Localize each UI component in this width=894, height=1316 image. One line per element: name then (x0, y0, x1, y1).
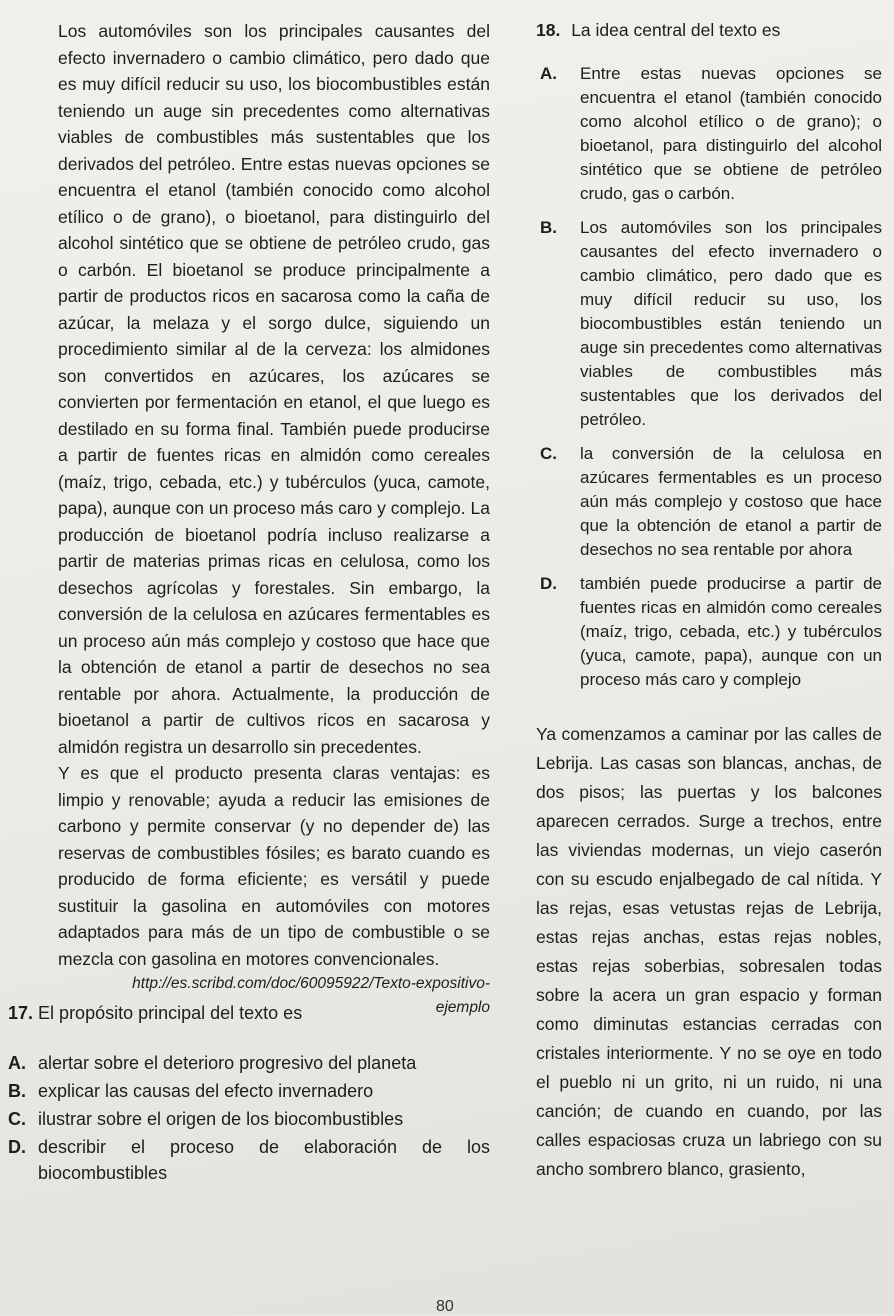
passage-paragraph-2: Y es que el producto presenta claras ventajas: es limpio y renovable; ayuda a reducir las emisiones de carbono y permite conservar (y no depender de) las reservas de combustibles fósiles; es barato cuando es producido de forma eficiente; es versátil y puede sustituir la gasolina en automóviles con motores adaptados para más de un tipo de combustible o se mezcla con gasolina en motores convencionales. (58, 763, 490, 969)
option-letter: B. (540, 218, 557, 237)
option-text: la conversión de la celulosa en azúcares fermentables es un proceso aún más complejo y costoso que hace que la obtención de etanol a partir de desechos no sea rentable por ahora (580, 444, 882, 559)
question-18-stem (536, 18, 882, 42)
question-17 (8, 1000, 490, 1186)
question-17-stem (8, 1000, 490, 1026)
question-18-number: 18. (536, 20, 561, 40)
option-letter: D. (540, 574, 557, 593)
source-citation: http://es.scribd.com/doc/60095922/Texto-expositivo-ejemplo (132, 975, 490, 1016)
passage-2: Ya comenzamos a caminar por las calles de Lebrija. Las casas son blancas, anchas, de dos pisos; las puertas y los balcones aparecen cerrados. Surge a trechos, entre las viviendas modernas, un viejo caserón con su escudo enjalbegado de cal nítida. Y las rejas, esas vetustas rejas de Lebrija, estas rejas anchas, estas rejas nobles, estas rejas soberbias, sobresalen todas sobre la acera un gran espacio y forman como diminutas estancias cerradas con cristales interiormente. Y no se oye en todo el pueblo ni un grito, ni un ruido, ni una canción; de cuando en cuando, por las calles espaciosas cruza un labriego con su ancho sombrero blanco, grasiento, (536, 724, 882, 1179)
page-number: 80 (436, 1298, 454, 1315)
option-letter: C. (8, 1109, 26, 1129)
option-letter: A. (540, 64, 557, 83)
question-18-text: La idea central del texto es (571, 20, 781, 40)
option-letter: C. (540, 444, 557, 463)
question-18-option-a[interactable] (536, 62, 882, 206)
passage-paragraph-1: Los automóviles son los principales causantes del efecto invernadero o cambio climático, pero dado que es muy difícil reducir su uso, los biocombustibles están teniendo un auge sin precedentes como alternativas viables de combustibles más sustentables que los derivados del petróleo. Entre estas nuevas opciones se encuentra el etanol (también conocido como alcohol etílico o de grano), o bioetanol, para distinguirlo del alcohol sintético que se obtiene de petróleo crudo, gas o carbón. El bioetanol se produce principalmente a partir de productos ricos en sacarosa como la caña de azúcar, la melaza y el sorgo dulce, siguiendo un procedimiento similar al de la cerveza: los almidones son convertidos en azúcares, los azúcares se convierten por fermentación en etanol, el que luego es destilado en su forma final. También puede producirse a partir de fuentes ricas en almidón como cereales (maíz, trigo, cebada, etc.) y tubérculos (yuca, camote, papa), aunque con un proceso más caro y complejo. La producción de bioetanol podría incluso realizarse a partir de materias primas ricas en celulosa, como los desechos agrícolas y forestales. Sin embargo, la conversión de la celulosa en azúcares fermentables es un proceso aún más complejo y costoso que hace que la obtención de etanol a partir de desechos no sea rentable por ahora. Actualmente, la producción de bioetanol a partir de cultivos ricos en sacarosa y almidón registra un desarrollo sin precedentes. (58, 21, 490, 757)
question-17-option-c[interactable] (8, 1106, 490, 1132)
question-18-option-c[interactable] (536, 442, 882, 562)
option-text: ilustrar sobre el origen de los biocombustibles (38, 1109, 404, 1129)
option-letter: D. (8, 1137, 26, 1157)
option-text: describir el proceso de elaboración de los biocombustibles (38, 1137, 490, 1183)
left-column (58, 18, 490, 1020)
option-letter: A. (8, 1053, 26, 1073)
question-17-number: 17. (8, 1003, 34, 1023)
question-17-text: El propósito principal del texto es (38, 1003, 303, 1023)
option-text: Entre estas nuevas opciones se encuentra el etanol (también conocido como alcohol etílico o de grano); o bioetanol, para distinguirlo del alcohol sintético que se obtiene de petróleo crudo, gas o carbón. (580, 64, 882, 203)
option-letter: B. (8, 1081, 26, 1101)
option-text: también puede producirse a partir de fuentes ricas en almidón como cereales (maíz, trigo, cebada, etc.) y tubérculos (yuca, camote, papa), aunque con un proceso más caro y complejo (580, 574, 882, 689)
question-17-option-a[interactable] (8, 1050, 490, 1076)
question-17-option-d[interactable] (8, 1134, 490, 1186)
question-17-option-b[interactable] (8, 1078, 490, 1104)
option-text: explicar las causas del efecto invernadero (38, 1081, 374, 1101)
option-text: Los automóviles son los principales causantes del efecto invernadero o cambio climático, pero dado que es muy difícil reducir su uso, los biocombustibles están teniendo un auge sin precedentes como alternativas viables de combustibles más sustentables que los derivados del petróleo. (580, 218, 882, 429)
question-18-option-b[interactable] (536, 216, 882, 432)
option-text: alertar sobre el deterioro progresivo del planeta (38, 1053, 417, 1073)
right-column (536, 18, 882, 1202)
question-18-option-d[interactable] (536, 572, 882, 692)
